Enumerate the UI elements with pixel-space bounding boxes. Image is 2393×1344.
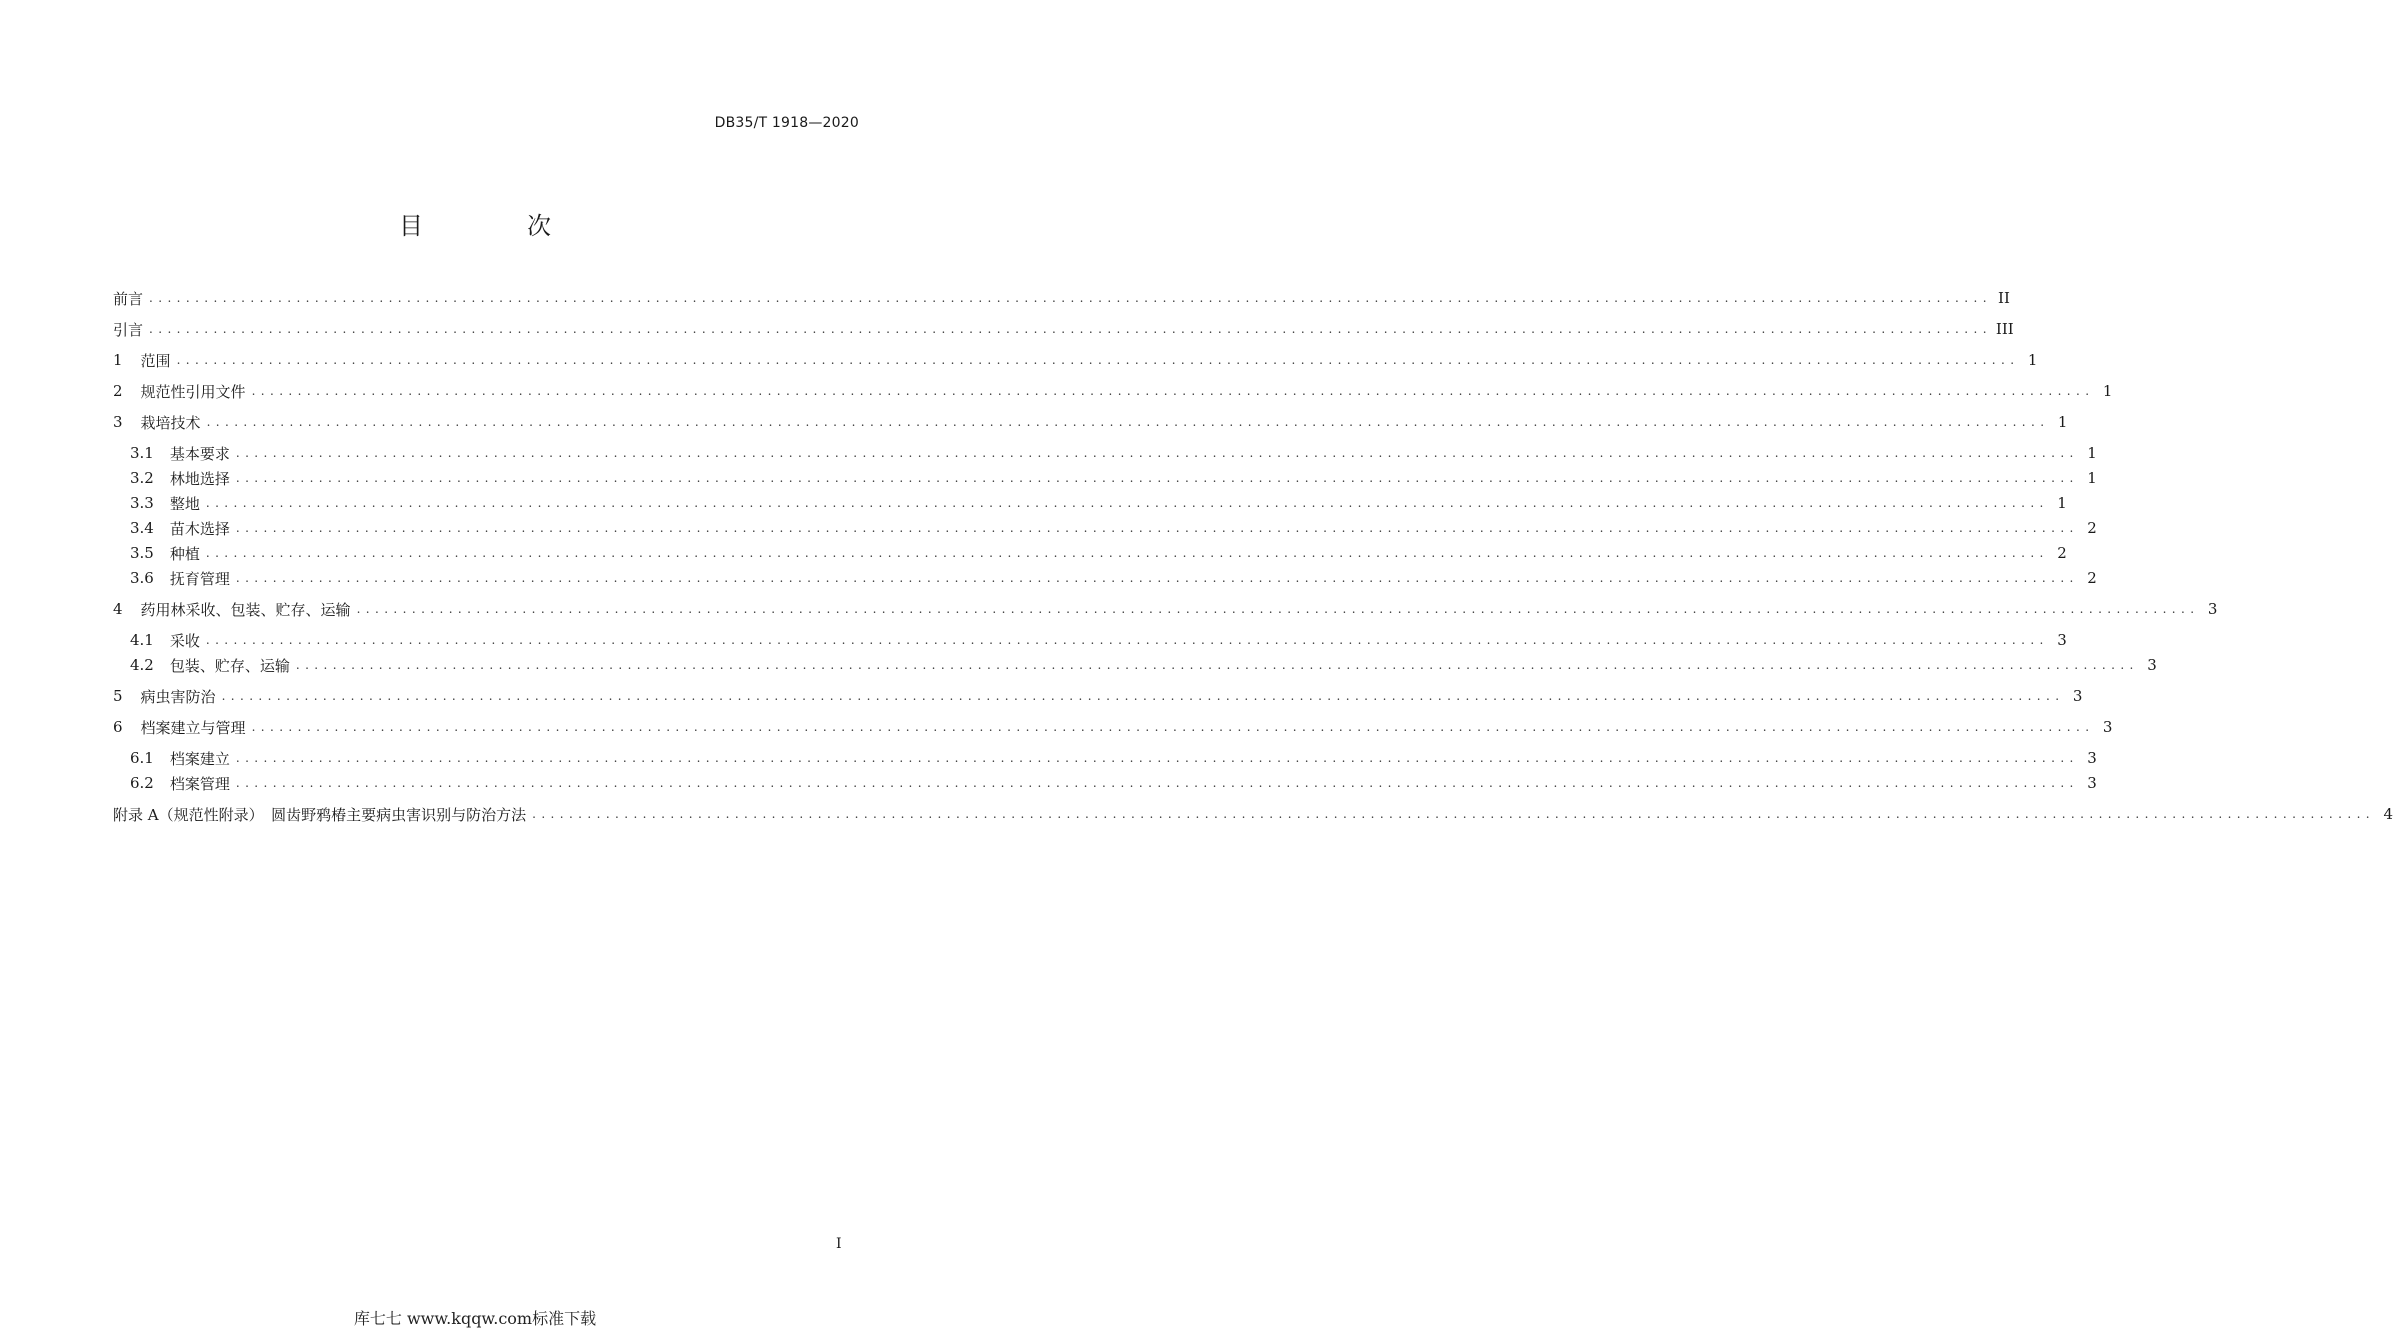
toc-entry[interactable]: [130, 441, 2097, 465]
toc-leader-dots: ........................................................................................................................................................................................................: [235, 521, 2079, 535]
toc-entry-number: 3: [113, 413, 123, 431]
toc-entry[interactable]: [130, 566, 2097, 590]
toc-entry-page: 3: [2087, 774, 2097, 792]
toc-entry[interactable]: [113, 684, 2083, 708]
toc-entry[interactable]: [130, 746, 2097, 770]
toc-entry-label: 包装、贮存、运输: [169, 656, 290, 675]
toc-entry-page: 3: [2102, 718, 2113, 736]
toc-leader-dots: ........................................................................................................................................................................................................: [295, 658, 2139, 672]
toc-entry-label: 前言: [113, 289, 144, 308]
toc-leader-dots: ........................................................................................................................................................................................................: [235, 471, 2079, 485]
toc-entry-page: 1: [2087, 444, 2097, 462]
document-code: DB35/T 1918—2020: [714, 115, 859, 131]
toc-leader-dots: ........................................................................................................................................................................................................: [206, 415, 2050, 429]
toc-entry-page: 3: [2087, 749, 2097, 767]
toc-entry-label: 规范性引用文件: [140, 382, 246, 401]
page-number: I: [836, 1236, 842, 1252]
toc-leader-dots: ........................................................................................................................................................................................................: [205, 496, 2049, 510]
toc-entry[interactable]: [130, 771, 2097, 795]
toc-entry-page: III: [1995, 320, 2014, 338]
toc-entry-page: 1: [2057, 413, 2068, 431]
toc-entry[interactable]: [130, 516, 2097, 540]
toc-entry-number: 4.1: [130, 631, 154, 649]
toc-entry[interactable]: [113, 410, 2068, 434]
toc-entry-label: 林地选择: [169, 469, 230, 488]
toc-entry-page: 1: [2102, 382, 2113, 400]
toc-entry-label: 范围: [140, 351, 171, 370]
toc-entry[interactable]: [113, 317, 2014, 341]
toc-leader-dots: ........................................................................................................................................................................................................: [205, 546, 2049, 560]
toc-entry[interactable]: [113, 597, 2218, 621]
toc-entry-page: 2: [2087, 519, 2097, 537]
toc-entry-page: 4: [2383, 805, 2393, 823]
toc-entry-label: 整地: [169, 494, 200, 513]
toc-leader-dots: ........................................................................................................................................................................................................: [176, 353, 2020, 367]
toc-leader-dots: ........................................................................................................................................................................................................: [235, 571, 2079, 585]
toc-entry[interactable]: [130, 541, 2067, 565]
toc-entry-number: 5: [113, 687, 123, 705]
toc-entry-label: 苗木选择: [169, 519, 230, 538]
toc-entry-page: 3: [2072, 687, 2083, 705]
toc-entry-number: 6.2: [130, 774, 154, 792]
toc-entry-label: 栽培技术: [140, 413, 201, 432]
toc-entry-page: II: [1998, 289, 2010, 307]
toc-entry[interactable]: [113, 802, 2393, 826]
toc-entry[interactable]: [130, 628, 2067, 652]
toc-entry[interactable]: [113, 379, 2113, 403]
toc-entry[interactable]: [130, 653, 2157, 677]
toc-leader-dots: ........................................................................................................................................................................................................: [149, 322, 1992, 336]
toc-entry-number: 1: [113, 351, 123, 369]
toc-entry-label: 抚育管理: [169, 569, 230, 588]
toc-entry-number: 3.6: [130, 569, 154, 587]
toc-entry-label: 档案建立与管理: [140, 718, 246, 737]
toc-leader-dots: ........................................................................................................................................................................................................: [235, 446, 2079, 460]
toc-leader-dots: ........................................................................................................................................................................................................: [149, 291, 1992, 305]
toc-leader-dots: ........................................................................................................................................................................................................: [235, 776, 2079, 790]
toc-entry-number: 3.5: [130, 544, 154, 562]
toc-entry-label: 病虫害防治: [140, 687, 216, 706]
toc-leader-dots: ........................................................................................................................................................................................................: [221, 689, 2065, 703]
toc-leader-dots: ........................................................................................................................................................................................................: [251, 384, 2095, 398]
toc-entry-page: 2: [2057, 544, 2067, 562]
toc-entry-label: 档案建立: [169, 749, 230, 768]
toc-leader-dots: ........................................................................................................................................................................................................: [235, 751, 2079, 765]
toc-entry-label: 药用林采收、包装、贮存、运输: [140, 600, 351, 619]
toc-entry[interactable]: [113, 715, 2113, 739]
toc-entry-number: 3.3: [130, 494, 154, 512]
toc-entry-label: 种植: [169, 544, 200, 563]
toc-entry-number: 6: [113, 718, 123, 736]
toc-entry-page: 1: [2027, 351, 2038, 369]
toc-entry-label: 附录 A（规范性附录） 圆齿野鸦椿主要病虫害识别与防治方法: [113, 805, 527, 824]
toc-entry-label: 引言: [113, 320, 144, 339]
toc-entry-number: 6.1: [130, 749, 154, 767]
toc-entry-number: 4: [113, 600, 123, 618]
toc-entry[interactable]: [113, 348, 2038, 372]
toc-leader-dots: ........................................................................................................................................................................................................: [532, 807, 2375, 821]
toc-entry-page: 3: [2207, 600, 2218, 618]
toc-entry[interactable]: [130, 466, 2097, 490]
toc-entry-label: 采收: [169, 631, 200, 650]
toc-leader-dots: ........................................................................................................................................................................................................: [356, 602, 2200, 616]
toc-entry-number: 3.1: [130, 444, 154, 462]
toc-entry-label: 档案管理: [169, 774, 230, 793]
toc-leader-dots: ........................................................................................................................................................................................................: [251, 720, 2095, 734]
watermark-footer: 库七七 www.kqqw.com标准下载: [353, 1309, 597, 1328]
toc-entry[interactable]: [130, 491, 2067, 515]
toc-entry-number: 4.2: [130, 656, 154, 674]
toc-entry-page: 1: [2057, 494, 2067, 512]
toc-entry[interactable]: [113, 286, 2010, 310]
toc-entry-page: 2: [2087, 569, 2097, 587]
toc-leader-dots: ........................................................................................................................................................................................................: [205, 633, 2049, 647]
toc-entry-page: 3: [2147, 656, 2157, 674]
toc-entry-number: 3.4: [130, 519, 154, 537]
toc-entry-page: 1: [2087, 469, 2097, 487]
toc-entry-label: 基本要求: [169, 444, 230, 463]
toc-entry-number: 3.2: [130, 469, 154, 487]
page-title: 目 次: [399, 212, 591, 240]
toc-entry-page: 3: [2057, 631, 2067, 649]
toc-entry-number: 2: [113, 382, 123, 400]
